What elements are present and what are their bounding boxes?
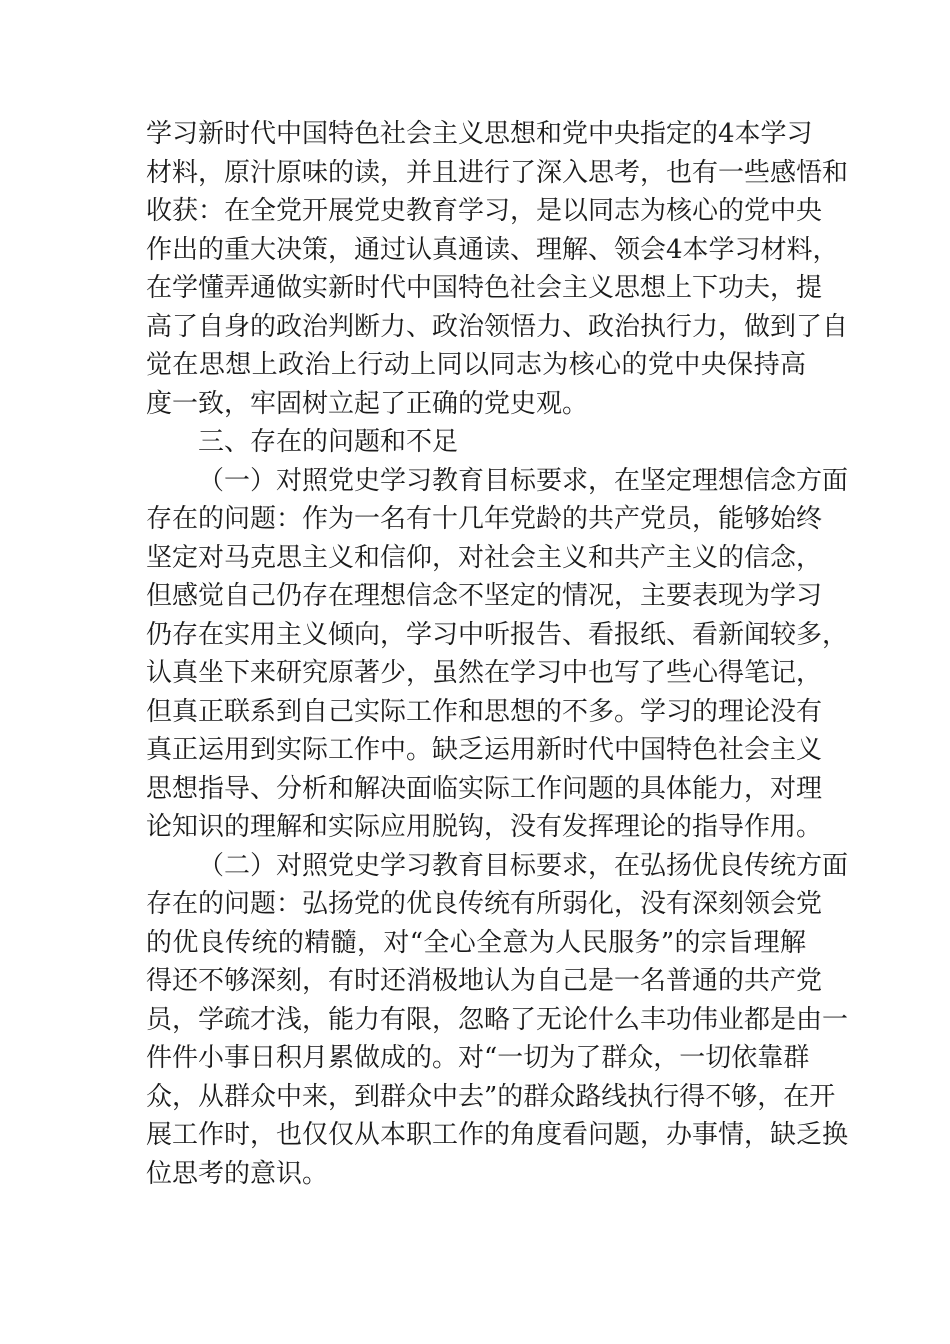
text-line: 三、存在的问题和不足 xyxy=(198,427,459,457)
text-line: 材料，原汁原味的读，并且进行了深入思考，也有一些感悟和 xyxy=(146,157,849,188)
text-line: 的优良传统的精髓，对“全心全意为人民服务”的宗旨理解 xyxy=(146,927,806,958)
text-line: 但真正联系到自己实际工作和思想的不多。学习的理论没有 xyxy=(146,696,823,727)
text-line: 学习新时代中国特色社会主义思想和党中央指定的4本学习 xyxy=(146,119,813,149)
text-line: 员，学疏才浅，能力有限，忽略了无论什么丰功伟业都是由一 xyxy=(146,1004,849,1035)
text-line: 存在的问题：弘扬党的优良传统有所弱化，没有深刻领会党 xyxy=(146,889,823,919)
text-line: 真正运用到实际工作中。缺乏运用新时代中国特色社会主义 xyxy=(146,735,823,765)
text-line: 众，从群众中来，到群众中去”的群众路线执行得不够，在开 xyxy=(146,1081,836,1112)
text-line: 仍存在实用主义倾向，学习中听报告、看报纸、看新闻较多， xyxy=(146,619,849,650)
text-line: 展工作时，也仅仅从本职工作的角度看问题，办事情，缺乏换 xyxy=(146,1120,849,1150)
text-line: 得还不够深刻，有时还消极地认为自己是一名普通的共产党 xyxy=(146,966,823,996)
text-line: 觉在思想上政治上行动上同以同志为核心的党中央保持高 xyxy=(146,350,806,380)
text-line: 件件小事日积月累做成的。对“一切为了群众，一切依靠群 xyxy=(146,1043,810,1073)
text-line: 高了自身的政治判断力、政治领悟力、政治执行力，做到了自 xyxy=(146,311,849,342)
text-line: 作出的重大决策，通过认真通读、理解、领会4本学习材料， xyxy=(146,234,839,265)
text-line: 坚定对马克思主义和信仰，对社会主义和共产主义的信念， xyxy=(146,542,823,573)
text-line: 论知识的理解和实际应用脱钩，没有发挥理论的指导作用。 xyxy=(146,812,823,842)
text-line: 位思考的意识。 xyxy=(146,1158,329,1189)
text-line: （二）对照党史学习教育目标要求，在弘扬优良传统方面 xyxy=(198,850,849,881)
text-line: 但感觉自己仍存在理想信念不坚定的情况，主要表现为学习 xyxy=(146,581,823,611)
text-line: 存在的问题：作为一名有十几年党龄的共产党员，能够始终 xyxy=(146,504,823,534)
text-line: 度一致，牢固树立起了正确的党史观。 xyxy=(146,388,589,419)
text-line: 思想指导、分析和解决面临实际工作问题的具体能力，对理 xyxy=(146,773,823,804)
text-line: 认真坐下来研究原著少，虽然在学习中也写了些心得笔记， xyxy=(146,658,823,688)
text-line: 收获：在全党开展党史教育学习，是以同志为核心的党中央 xyxy=(146,196,823,226)
text-line: （一）对照党史学习教育目标要求，在坚定理想信念方面 xyxy=(198,465,849,496)
document-body xyxy=(146,115,849,1193)
text-line: 在学懂弄通做实新时代中国特色社会主义思想上下功夫，提 xyxy=(146,273,823,303)
text-lines xyxy=(146,115,849,1193)
